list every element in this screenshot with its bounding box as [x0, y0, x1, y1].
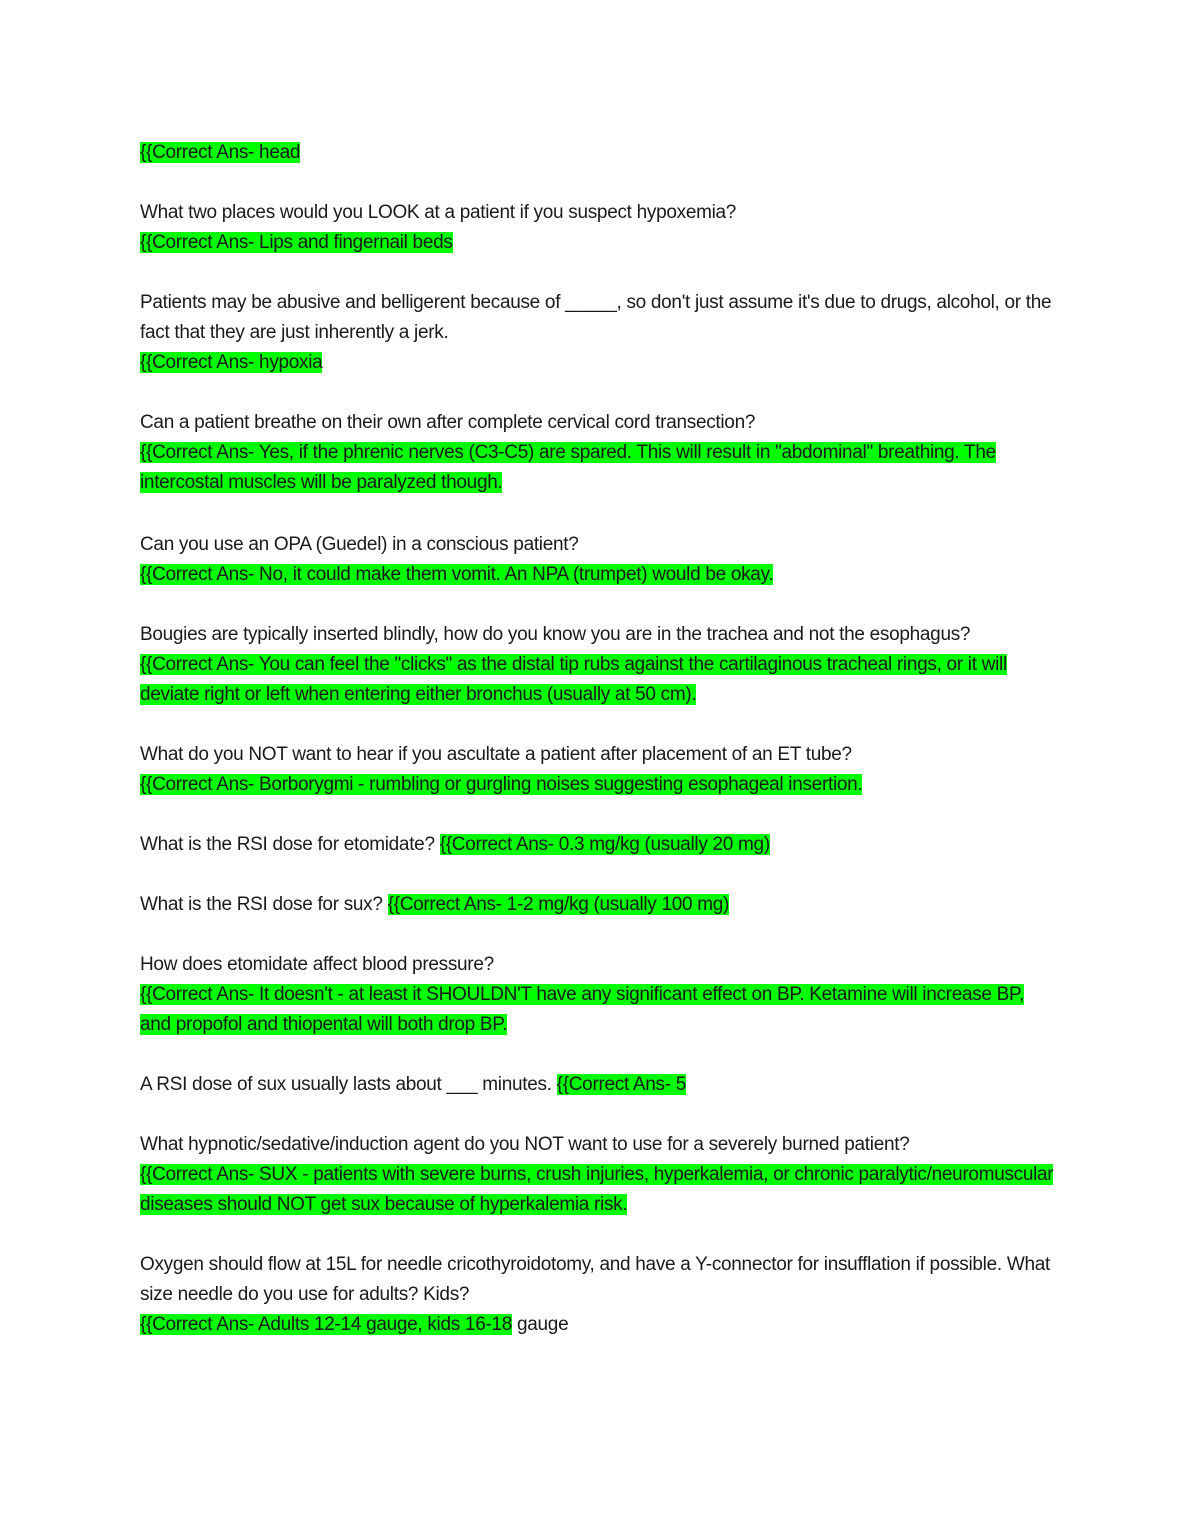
qa-item-1 — [140, 138, 1055, 168]
question-text: What two places would you LOOK at a patient if you suspect hypoxemia? — [140, 202, 737, 223]
question-text: Patients may be abusive and belligerent because of _____, so don't just assume it's due to drugs, alcohol, or the fact that they are just inherently a jerk. — [140, 292, 1052, 343]
answer-text: {{Correct Ans- 1-2 mg/kg (usually 100 mg) — [387, 894, 730, 915]
question-text: What is the RSI dose for sux? — [140, 894, 383, 915]
answer-text: {{Correct Ans- 0.3 mg/kg (usually 20 mg) — [439, 834, 770, 855]
answer-text: {{Correct Ans- Adults 12-14 gauge, kids 16-18 — [140, 1314, 513, 1335]
answer-text: {{Correct Ans- It doesn't - at least it SHOULDN'T have any significant effect on BP. Ketamine will increase BP, and propofol and thiopental will both drop BP. — [140, 984, 1024, 1035]
qa-item-4 — [140, 408, 1055, 498]
document-page — [140, 138, 1055, 1340]
question-text: Can you use an OPA (Guedel) in a conscious patient? — [140, 534, 579, 555]
qa-item-9 — [140, 890, 1055, 920]
answer-text: {{Correct Ans- Borborygmi - rumbling or gurgling noises suggesting esophageal insertion. — [140, 774, 863, 795]
question-text: What do you NOT want to hear if you ascultate a patient after placement of an ET tube? — [140, 744, 852, 765]
qa-item-7 — [140, 740, 1055, 800]
qa-item-13 — [140, 1250, 1055, 1340]
qa-item-8 — [140, 830, 1055, 860]
answer-text: {{Correct Ans- Lips and fingernail beds — [140, 232, 453, 253]
question-text: Can a patient breathe on their own after complete cervical cord transection? — [140, 412, 756, 433]
answer-suffix-text: gauge — [512, 1314, 569, 1335]
question-text: What hypnotic/sedative/induction agent do you NOT want to use for a severely burned patient? — [140, 1134, 910, 1155]
qa-item-12 — [140, 1130, 1055, 1220]
answer-text: {{Correct Ans- You can feel the "clicks" as the distal tip rubs against the cartilaginous tracheal rings, or it will deviate right or left when entering either bronchus (usually at 50 cm). — [140, 654, 1007, 705]
qa-item-3 — [140, 288, 1055, 378]
answer-text: {{Correct Ans- SUX - patients with severe burns, crush injuries, hyperkalemia, or chronic paralytic/neuromuscular diseases should NOT get sux because of hyperkalemia risk. — [140, 1164, 1054, 1215]
answer-text: {{Correct Ans- hypoxia — [140, 352, 323, 373]
qa-item-6 — [140, 620, 1055, 710]
qa-item-2 — [140, 198, 1055, 258]
qa-item-11 — [140, 1070, 1055, 1100]
question-text: What is the RSI dose for etomidate? — [140, 834, 435, 855]
question-text: Bougies are typically inserted blindly, how do you know you are in the trachea and not the esophagus? — [140, 624, 971, 645]
question-text: A RSI dose of sux usually lasts about ___ minutes. — [140, 1074, 552, 1095]
answer-text: {{Correct Ans- No, it could make them vomit. An NPA (trumpet) would be okay. — [140, 564, 774, 585]
qa-item-10 — [140, 950, 1055, 1040]
question-text: How does etomidate affect blood pressure? — [140, 954, 494, 975]
answer-text: {{Correct Ans- Yes, if the phrenic nerves (C3-C5) are spared. This will result in "abdominal" breathing. The intercostal muscles will be paralyzed though. — [140, 442, 996, 493]
answer-text: {{Correct Ans- 5 — [556, 1074, 686, 1095]
answer-text: {{Correct Ans- head — [140, 142, 301, 163]
question-text: Oxygen should flow at 15L for needle cricothyroidotomy, and have a Y-connector for insufflation if possible. What size needle do you use for adults? Kids? — [140, 1254, 1050, 1305]
qa-item-5 — [140, 530, 1055, 590]
